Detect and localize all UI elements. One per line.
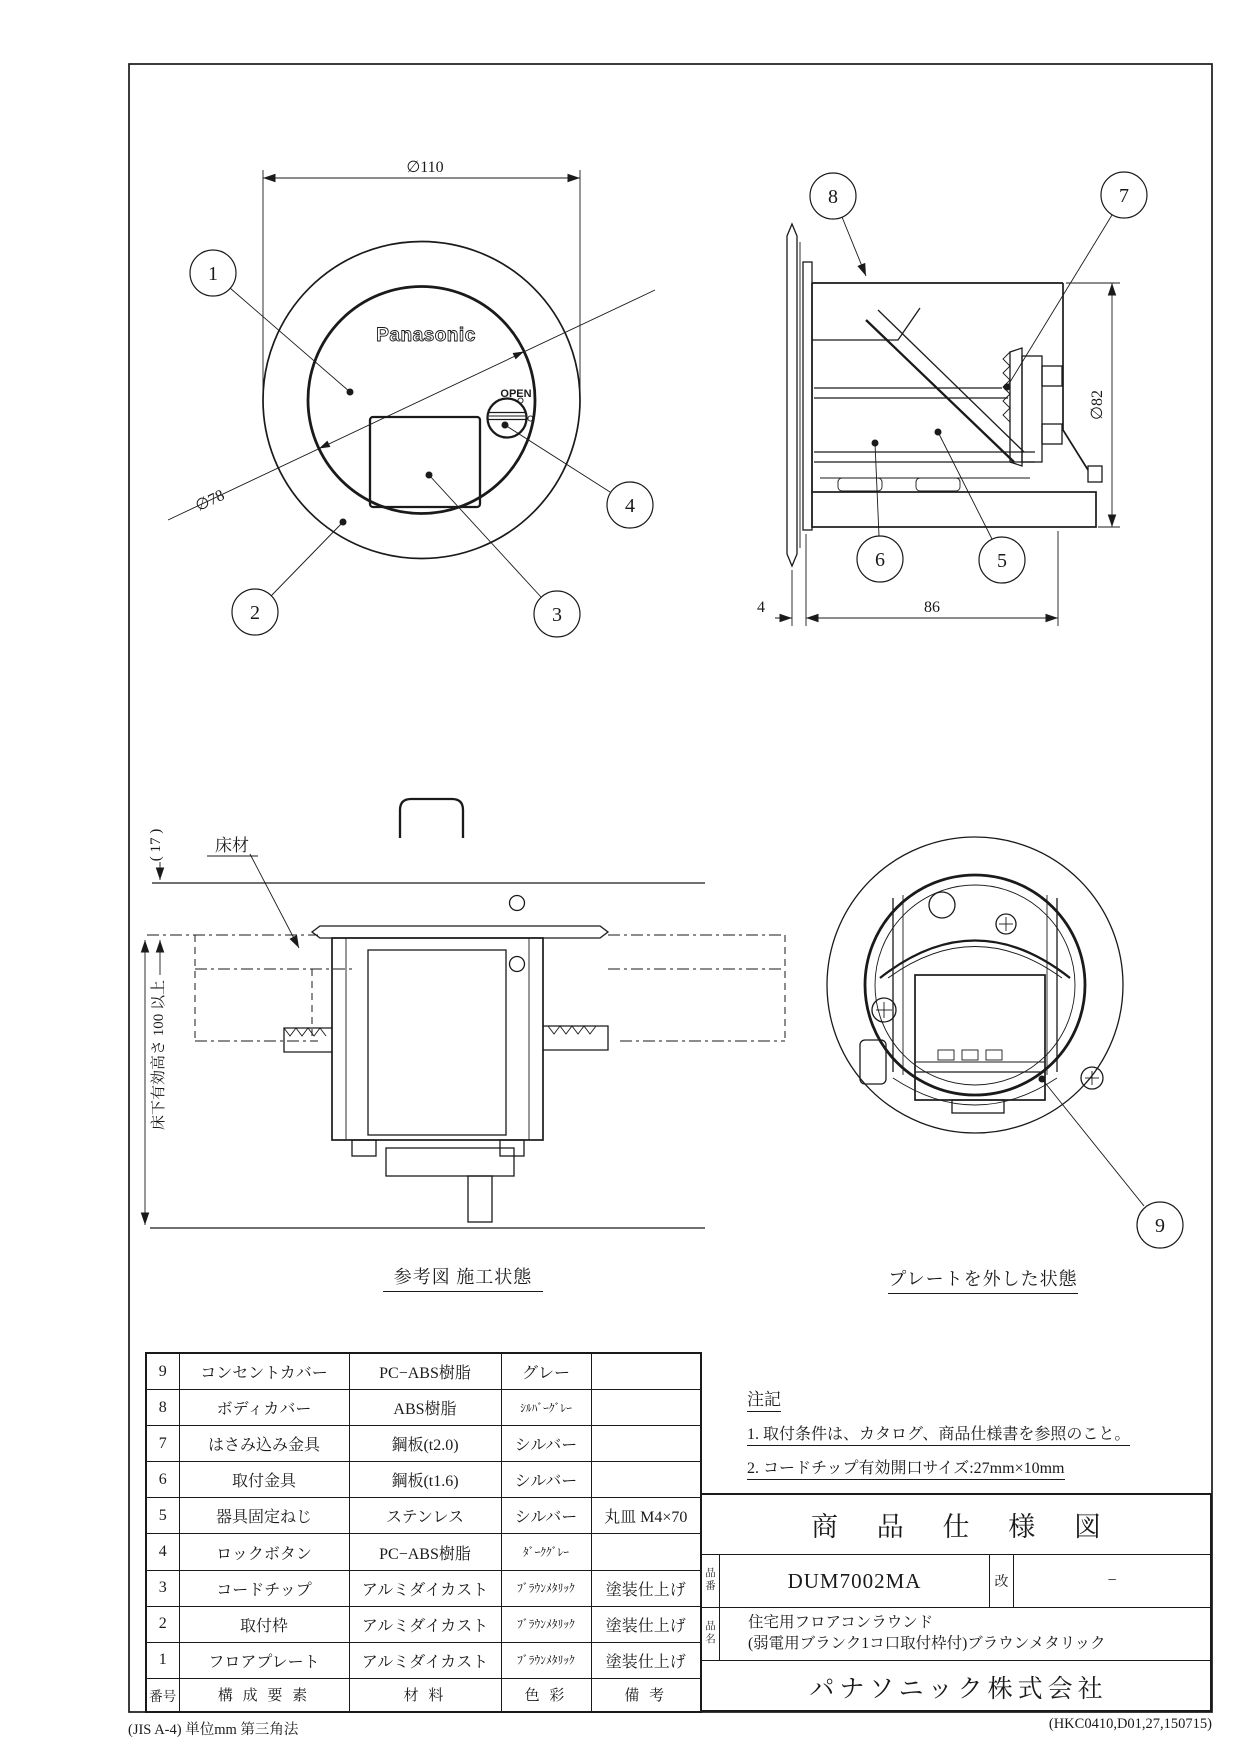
callout-5: 5: [997, 550, 1007, 572]
underfloor-height-label: 床下有効高さ 100 以上: [151, 979, 167, 1131]
table-header-row: 番号 構 成 要 素 材 料 色 彩 備 考: [146, 1678, 701, 1712]
cord-chip-outline: [370, 417, 480, 507]
install-view: [145, 799, 785, 1228]
screw-icon: [1081, 1067, 1103, 1089]
table-row: 9 コンセントカバー PC−ABS樹脂 グレー: [146, 1353, 701, 1390]
parts-table: [145, 1352, 702, 1713]
removed-view-caption: プレートを外した状態: [888, 1265, 1078, 1294]
table-row: 1 フロアプレート アルミダイカスト ﾌﾞﾗｳﾝﾒﾀﾘｯｸ 塗装仕上げ: [146, 1642, 701, 1678]
dim-82: [1066, 283, 1120, 527]
floor-material-label: 床材: [215, 836, 249, 855]
table-row: 8 ボディカバー ABS樹脂 ｼﾙﾊﾞｰｸﾞﾚｰ: [146, 1390, 701, 1426]
callout-9: 9: [1155, 1215, 1165, 1237]
callout-1: 1: [208, 263, 218, 285]
sheet-title: 商 品 仕 様 図: [811, 1512, 1117, 1542]
lock-button: [488, 398, 534, 438]
dim-110: [263, 159, 580, 399]
table-row: 3 コードチップ アルミダイカスト ﾌﾞﾗｳﾝﾒﾀﾘｯｸ 塗装仕上げ: [146, 1570, 701, 1606]
table-row: 5 器具固定ねじ ステンレス シルバー 丸皿 M4×70: [146, 1498, 701, 1534]
callout-2: 2: [250, 602, 260, 624]
revision-value: −: [1107, 1572, 1117, 1589]
revision-label: 改: [990, 1555, 1014, 1607]
company-name: パナソニック株式会社: [702, 1660, 1210, 1712]
dim-underfloor: [145, 940, 167, 1225]
notes-block: [747, 1385, 1217, 1480]
plan-view: [168, 159, 655, 637]
plan-callouts: [190, 250, 653, 637]
title-block: [700, 1493, 1212, 1712]
screw-icon: [996, 914, 1016, 934]
dim-17-label: ( 17 ): [148, 828, 164, 862]
table-row: 7 はさみ込み金具 鋼板(t2.0) シルバー: [146, 1426, 701, 1462]
table-row: 2 取付枠 アルミダイカスト ﾌﾞﾗｳﾝﾒﾀﾘｯｸ 塗装仕上げ: [146, 1606, 701, 1642]
removed-callout: [1039, 1076, 1184, 1249]
handle-outline: [400, 799, 463, 838]
note-item: 2. コードチップ有効開口サイズ:27mm×10mm: [747, 1455, 1065, 1480]
dim-110-label: ∅110: [406, 159, 444, 176]
removed-plate-view: [827, 837, 1183, 1248]
install-view-caption: 参考図 施工状態: [383, 1263, 543, 1292]
table-row: 4 ロックボタン PC−ABS樹脂 ﾀﾞｰｸｸﾞﾚｰ: [146, 1534, 701, 1570]
dim-78-label: ∅78: [192, 486, 228, 516]
dim-4-label: 4: [757, 599, 765, 616]
part-number: DUM7002MA: [720, 1555, 990, 1607]
callout-3: 3: [552, 604, 562, 626]
product-name-line1: 住宅用フロアコンラウンド: [748, 1614, 934, 1632]
side-view: [757, 172, 1147, 626]
product-name: [720, 1608, 1210, 1660]
product-name-label: 品名: [702, 1608, 720, 1660]
product-name-line2: (弱電用ブランク1コ口取付枠付)ブラウンメタリック: [748, 1635, 1106, 1652]
open-label: OPEN: [500, 388, 532, 400]
footer-right: (HKC0410,D01,27,150715): [1048, 1716, 1212, 1732]
dim-82-label: ∅82: [1089, 390, 1106, 420]
table-row: 6 取付金具 鋼板(t1.6) シルバー: [146, 1462, 701, 1498]
dim-17: [148, 829, 164, 975]
panasonic-logo: Panasonic: [376, 325, 476, 346]
callout-8: 8: [828, 186, 838, 208]
dim-86-label: 86: [924, 599, 940, 616]
notes-heading: 注記: [747, 1385, 781, 1412]
part-no-label: 品番: [702, 1555, 720, 1607]
callout-4: 4: [625, 495, 635, 517]
footer-left: (JIS A-4) 単位mm 第三角法: [128, 1722, 299, 1738]
callout-7: 7: [1119, 185, 1129, 207]
note-item: 1. 取付条件は、カタログ、商品仕様書を参照のこと。: [747, 1421, 1130, 1446]
callout-6: 6: [875, 549, 885, 571]
